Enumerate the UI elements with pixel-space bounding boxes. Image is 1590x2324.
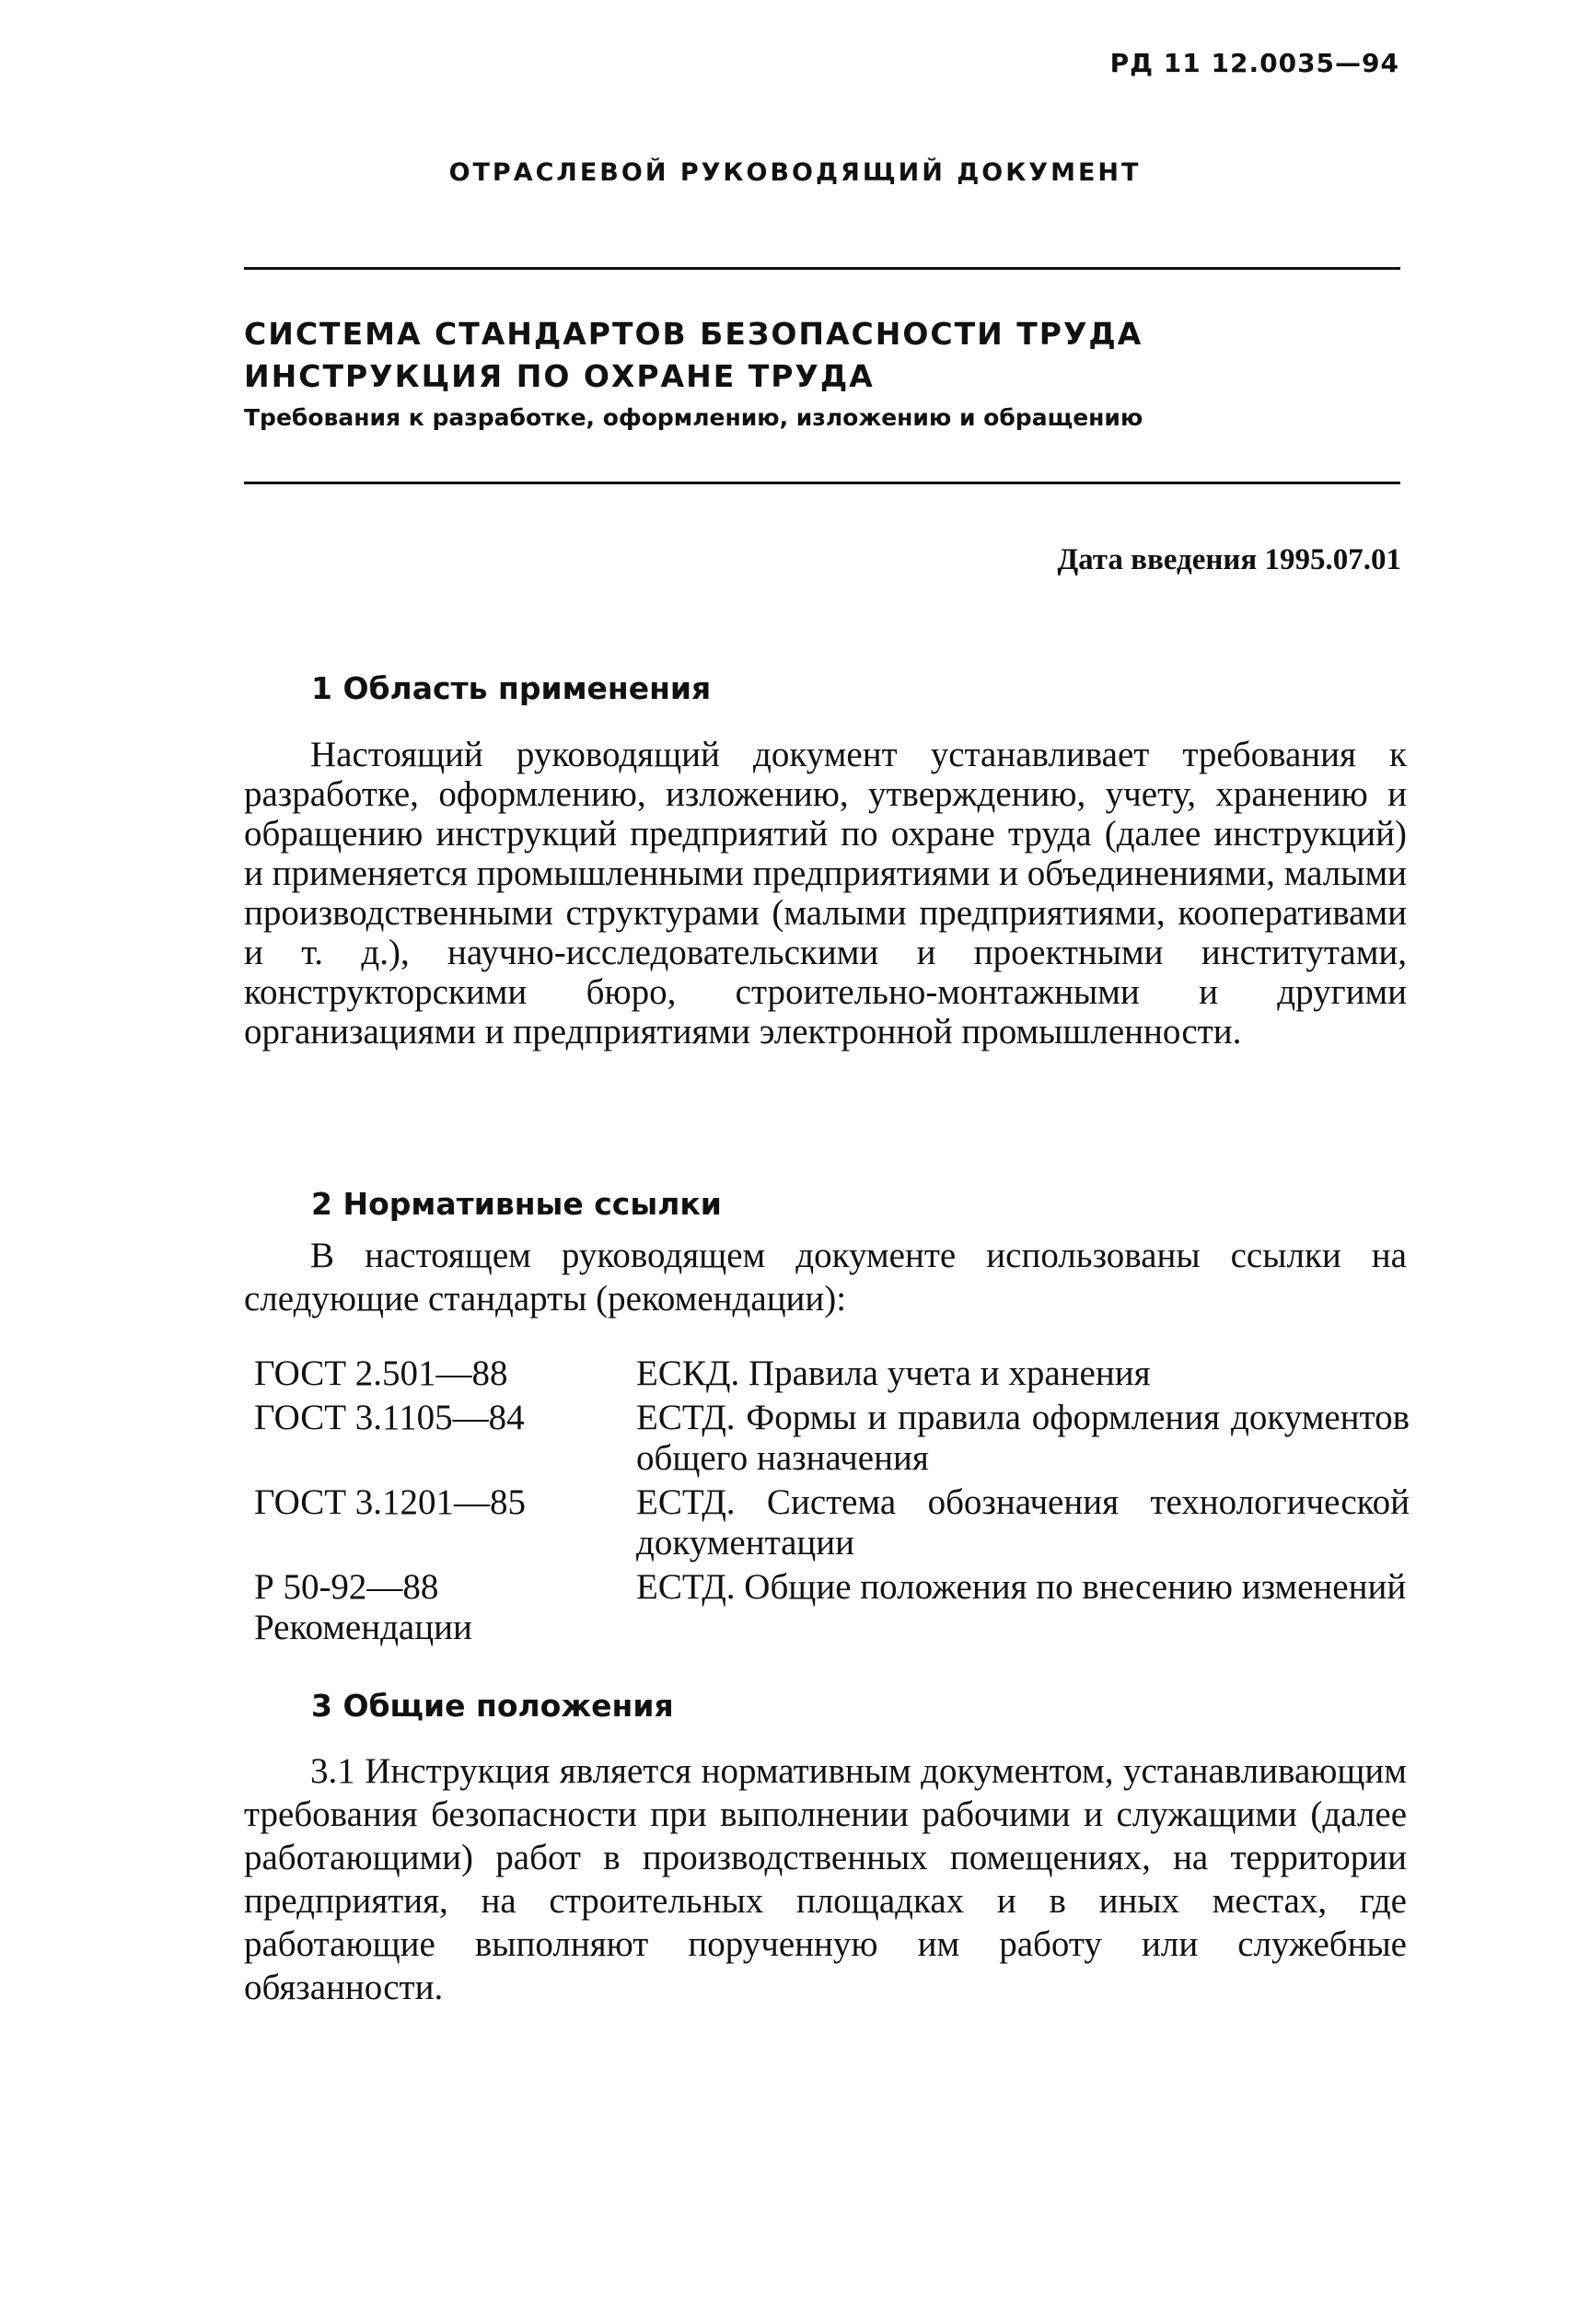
document-type-heading: ОТРАСЛЕВОЙ РУКОВОДЯЩИЙ ДОКУМЕНТ: [448, 158, 1142, 187]
reference-title: ЕСТД. Система обозначения технологической документации: [636, 1482, 1410, 1563]
introduction-date: Дата введения 1995.07.01: [1057, 543, 1401, 576]
reference-title: ЕСКД. Правила учета и хранения: [636, 1354, 1151, 1393]
top-divider: [244, 267, 1400, 270]
reference-title: ЕСТД. Формы и правила оформления документов общего назначения: [636, 1398, 1410, 1478]
reference-row: [254, 1354, 1410, 1394]
reference-code: ГОСТ 2.501—88: [254, 1354, 508, 1393]
bottom-divider: [244, 482, 1400, 484]
document-code: РД 11 12.0035—94: [1109, 48, 1399, 78]
title-line-2: ИНСТРУКЦИЯ ПО ОХРАНЕ ТРУДА: [244, 358, 875, 394]
section-1-text: Настоящий руководящий документ устанавливает требования к разработке, оформлению, изложению, утверждению, учету, хранению и обращению инструкций предприятий по охране труда (далее инструкций) и применяется промышленными предприятиями и объединениями, малыми производственными структурами (малыми предприятиями, кооперативами и т. д.), научно-исследовательскими и проектными институтами, конструкторскими бюро, строительно-монтажными и другими организациями и предприятиями электронной промышленности.: [244, 735, 1407, 1052]
section-2-text: В настоящем руководящем документе использованы ссылки на следующие стандарты (рекомендации):: [244, 1236, 1407, 1319]
reference-code: Р 50-92—88 Рекомендации: [254, 1567, 472, 1647]
reference-row: [254, 1398, 1410, 1479]
document-title: [244, 313, 1404, 398]
reference-title: ЕСТД. Общие положения по внесению изменений: [636, 1567, 1407, 1607]
section-3-text: 3.1 Инструкция является нормативным документом, устанавливающим требования безопасности при выполнении рабочими и служащими (далее работающими) работ в производственных помещениях, на территории предприятия, на строительных площадках и в иных местах, где работающие выполняют порученную им работу или служебные обязанности.: [244, 1751, 1407, 2007]
references-list: [254, 1354, 1410, 1652]
section-3-title: 3 Общие положения: [311, 1688, 674, 1724]
section-1-title: 1 Область применения: [311, 670, 712, 706]
reference-code: ГОСТ 3.1105—84: [254, 1398, 525, 1437]
title-line-1: СИСТЕМА СТАНДАРТОВ БЕЗОПАСНОСТИ ТРУДА: [244, 316, 1143, 352]
document-subtitle: Требования к разработке, оформлению, изложению и обращению: [244, 404, 1143, 431]
reference-row: [254, 1482, 1410, 1563]
reference-row: [254, 1567, 1410, 1648]
section-2-title: 2 Нормативные ссылки: [311, 1186, 722, 1222]
reference-code: ГОСТ 3.1201—85: [254, 1482, 527, 1522]
